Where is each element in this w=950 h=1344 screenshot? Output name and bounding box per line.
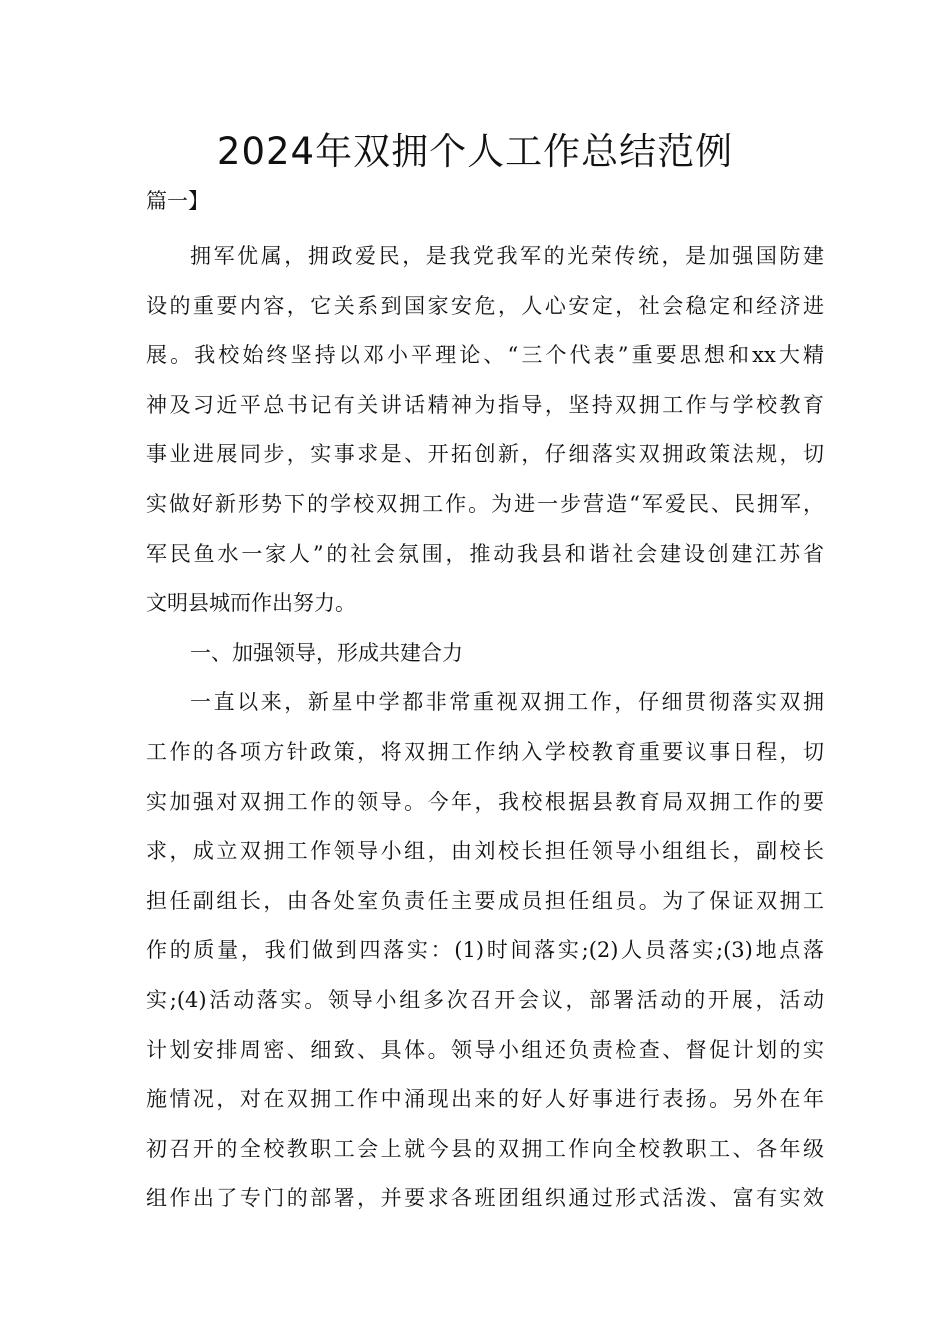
paragraph-line: 展。我校始终坚持以邓小平理论、“三个代表”重要思想和xx大精 (146, 343, 824, 368)
paragraph-line: 工作的各项方针政策，将双拥工作纳入学校教育重要议事日程，切 (146, 739, 824, 764)
paragraph-line: 实加强对双拥工作的领导。今年，我校根据县教育局双拥工作的要 (146, 789, 824, 814)
document-title: 2024年双拥个人工作总结范例 (216, 130, 734, 173)
paragraph-line: 求，成立双拥工作领导小组，由刘校长担任领导小组组长，副校长 (146, 839, 824, 864)
paragraph-line: 神及习近平总书记有关讲话精神为指导，坚持双拥工作与学校教育 (146, 392, 824, 417)
paragraph-line: 担任副组长，由各处室负责任主要成员担任组员。为了保证双拥工 (146, 888, 824, 913)
section-heading: 一、加强领导，形成共建合力 (190, 640, 463, 665)
paragraph-line: 计划安排周密、细致、具体。领导小组还负责检查、督促计划的实 (146, 1037, 824, 1062)
section-label: 篇一】 (146, 189, 209, 213)
paragraph-line: 实;(4)活动落实。领导小组多次召开会议，部署活动的开展，活动 (146, 987, 824, 1012)
paragraph-line: 拥军优属，拥政爱民，是我党我军的光荣传统，是加强国防建 (190, 244, 824, 268)
paragraph-line: 事业进展同步，实事求是、开拓创新，仔细落实双拥政策法规，切 (146, 442, 824, 467)
paragraph-line: 实做好新形势下的学校双拥工作。为进一步营造“军爱民、民拥军， (146, 491, 824, 516)
paragraph-line: 一直以来，新星中学都非常重视双拥工作，仔细贯彻落实双拥 (190, 690, 824, 715)
paragraph-line: 军民鱼水一家人”的社会氛围，推动我县和谐社会建设创建江苏省 (146, 541, 824, 566)
document-body (146, 232, 824, 1224)
paragraph-line: 组作出了专门的部署，并要求各班团组织通过形式活泼、富有实效 (146, 1186, 824, 1211)
paragraph-line: 施情况，对在双拥工作中涌现出来的好人好事进行表扬。另外在年 (146, 1087, 824, 1112)
paragraph-line: 初召开的全校教职工会上就今县的双拥工作向全校教职工、各年级 (146, 1136, 824, 1161)
paragraph-line: 作的质量，我们做到四落实：(1)时间落实;(2)人员落实;(3)地点落 (146, 938, 824, 963)
paragraph-line: 文明县城而作出努力。 (146, 591, 356, 616)
paragraph-line: 设的重要内容，它关系到国家安危，人心安定，社会稳定和经济进 (146, 293, 824, 318)
